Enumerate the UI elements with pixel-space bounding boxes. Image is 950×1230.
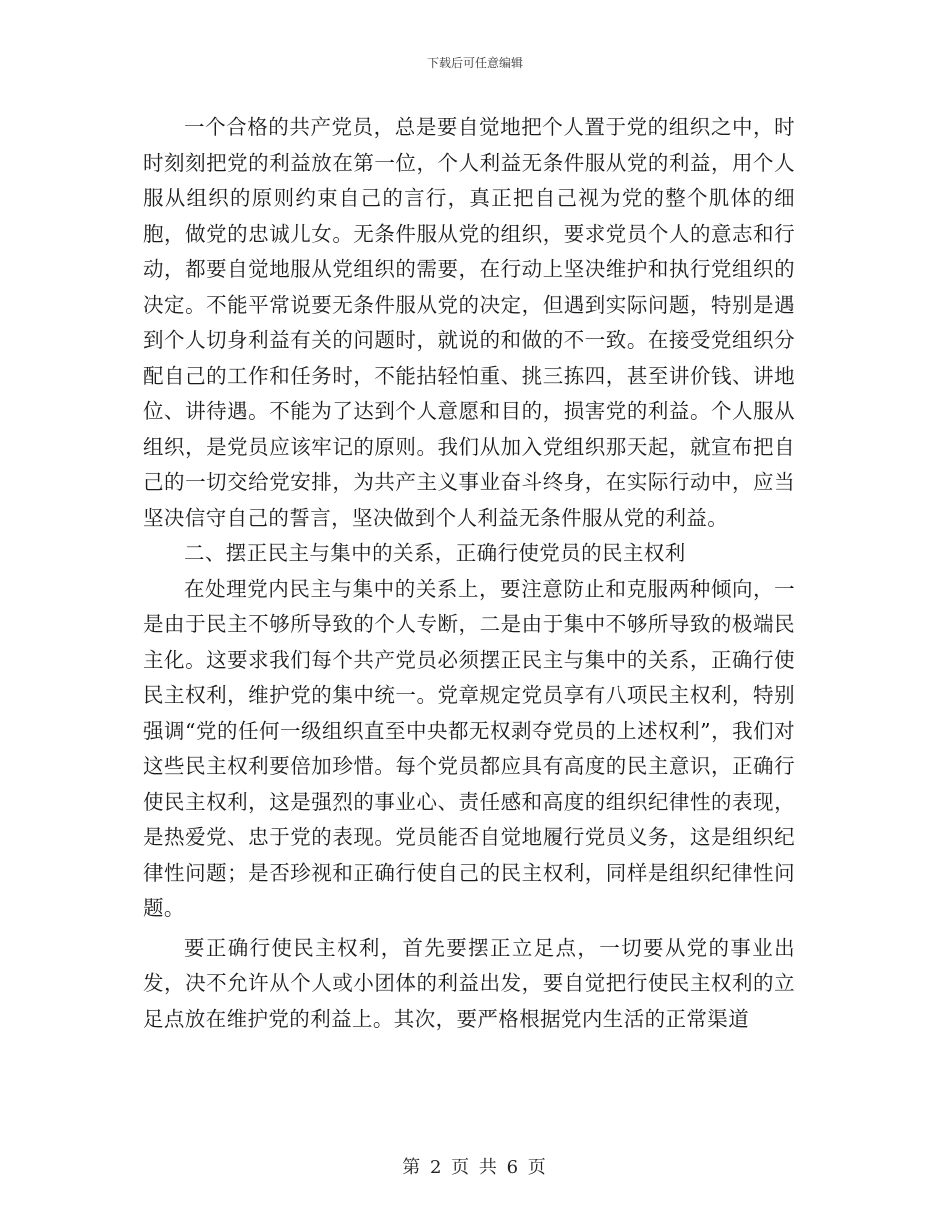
paragraph-2: 在处理党内民主与集中的关系上，要注意防止和克服两种倾向，一是由于民主不够所导致的个人专断，二是由于集中不够所导致的极端民主化。这要求我们每个共产党员必须摆正民主与集中的关系，正确行使民主权利，维护党的集中统一。党章规定党员享有八项民主权利，特别强调“党的任何一级组织直至中央都无权剥夺党员的上述权利”，我们对这些民主权利要倍加珍惜。每个党员都应具有高度的民主意识，正确行使民主权利，这是强烈的事业心、责任感和高度的组织纪律性的表现，是热爱党、忠于党的表现。党员能否自觉地履行党员义务，这是组织纪律性问题；是否珍视和正确行使自己的民主权利，同样是组织纪律性问题。 (143, 576, 795, 920)
document-body (143, 110, 795, 1037)
page-header: 下载后可任意编辑 (426, 56, 523, 70)
section-heading: 二、摆正民主与集中的关系，正确行使党员的民主权利 (184, 541, 686, 565)
paragraph-1: 一个合格的共产党员，总是要自觉地把个人置于党的组织之中，时时刻刻把党的利益放在第一位，个人利益无条件服从党的利益，用个人服从组织的原则约束自己的言行，真正把自己视为党的整个肌体的细胞，做党的忠诚儿女。无条件服从党的组织，要求党员个人的意志和行动，都要自觉地服从党组织的需要，在行动上坚决维护和执行党组织的决定。不能平常说要无条件服从党的决定，但遇到实际问题，特别是遇到个人切身利益有关的问题时，就说的和做的不一致。在接受党组织分配自己的工作和任务时，不能拈轻怕重、挑三拣四，甚至讲价钱、讲地位、讲待遇。不能为了达到个人意愿和目的，损害党的利益。个人服从组织，是党员应该牢记的原则。我们从加入党组织那天起，就宣布把自己的一切交给党安排，为共产主义事业奋斗终身，在实际行动中，应当坚决信守自己的誓言，坚决做到个人利益无条件服从党的利益。 (143, 115, 795, 530)
page-footer: 第 2 页 共 6 页 (402, 1157, 548, 1178)
paragraph-3: 要正确行使民主权利，首先要摆正立足点，一切要从党的事业出发，决不允许从个人或小团体的利益出发，要自觉把行使民主权利的立足点放在维护党的利益上。其次，要严格根据党内生活的正常渠道 (143, 935, 795, 1031)
